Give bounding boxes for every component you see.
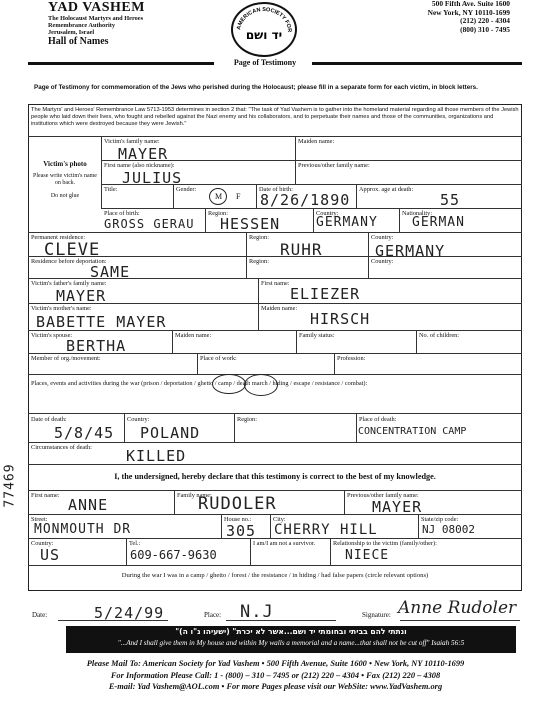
gender-f-option[interactable]: F — [236, 192, 241, 201]
value-age-death[interactable]: 55 — [440, 191, 461, 209]
law-text: The Martyrs' and Heroes' Remembrance Law 5713-1953 determines in section 2 that: "The task of Yad Vashem is to gather into the homeland material regarding all those members of the Jewish people who laid down their lives, who fought and rebelled against the Nazi enemy and his collaborators, and to perpetuate their names and those of the communities, organizations and institutions which were destroyed because they were Jewish." — [31, 107, 519, 128]
label-spouse-maiden: Maiden name: — [175, 332, 212, 339]
value-spouse[interactable]: BERTHA — [66, 337, 127, 355]
org-block — [48, 0, 228, 47]
value-father-first[interactable]: ELIEZER — [290, 285, 361, 303]
value-sub-first[interactable]: ANNE — [68, 496, 109, 514]
footer-line-1: Please Mail To: American Society for Yad Vashem • 500 Fifth Avenue, Suite 1600 • New York, NY 10110-1699 — [86, 659, 465, 668]
address-line-1: 500 Fifth Ave. Suite 1600 — [431, 0, 510, 8]
value-perm-res[interactable]: CLEVE — [44, 240, 101, 260]
org-line-3: Jerusalem, Israel — [48, 29, 95, 36]
war-note: During the war I was in a camp / ghetto / forest / the resistance / in hiding / had false papers (circle relevant options) — [121, 572, 429, 579]
gender-m-option[interactable]: M — [215, 192, 223, 201]
seal-emblem-icon — [233, 4, 295, 55]
label-date: Date: — [32, 611, 48, 619]
address-line-4: (800) 310 - 7495 — [460, 24, 510, 34]
value-date[interactable]: 5/24/99 — [94, 604, 165, 622]
label-signature: Signature: — [362, 611, 391, 619]
intro-text: Page of Testimony for commemoration of the Jews who perished during the Holocaust; please fill in a separate form for each victim, in block letters. — [34, 84, 478, 91]
footer-line-3[interactable]: E-mail: Yad Vashem@AOL.com • For more Pages please visit our WebSite: www.YadVashem.org — [108, 682, 443, 691]
label-res-before: Residence before deportation: — [31, 258, 107, 265]
banner-hebrew: "ונתתי להם בביתי ובחומתי יד ושם...אשר לא יכרת" (ישעיהו נ"ו ה) — [175, 627, 407, 636]
value-state-zip[interactable]: NJ 08002 — [422, 523, 475, 536]
address-block — [370, 0, 510, 34]
value-tel[interactable]: 609-667-9630 — [130, 548, 217, 562]
org-name: YAD VASHEM — [48, 0, 145, 15]
header-rule-left — [28, 62, 214, 65]
value-death-country[interactable]: POLAND — [140, 424, 201, 442]
photo-title: Victim's photo — [43, 160, 87, 168]
label-sub-family: Family name: — [177, 492, 212, 499]
label-street: Street: — [31, 516, 48, 523]
label-death-country: Country: — [127, 416, 150, 423]
value-place[interactable]: N.J — [240, 602, 274, 622]
label-family-status: Family status: — [299, 332, 335, 339]
value-birth-region[interactable]: HESSEN — [220, 215, 281, 233]
value-sub-country[interactable]: US — [40, 546, 61, 564]
value-family-name[interactable]: MAYER — [118, 145, 169, 163]
label-age-death: Approx. age at death: — [359, 186, 414, 193]
label-birth-place: Place of birth: — [104, 210, 140, 217]
label-first-name: First name (also nickname): — [104, 162, 175, 169]
label-res-country: Country: — [371, 258, 394, 265]
side-number: 77469 — [2, 463, 18, 508]
label-survivor[interactable]: I am/I am not a survivor. — [253, 540, 316, 547]
quote-banner — [66, 626, 516, 653]
label-date-death: Date of death: — [31, 416, 67, 423]
label-relationship: Relationship to the victim (family/other): — [333, 540, 437, 547]
label-death-region: Region: — [237, 416, 257, 423]
value-house[interactable]: 305 — [226, 522, 257, 540]
value-nationality[interactable]: GERMAN — [412, 215, 465, 230]
org-line-4: Hall of Names — [48, 36, 109, 47]
org-line-2: Remembrance Authority — [48, 22, 115, 29]
label-children: No. of children: — [419, 332, 460, 339]
label-perm-country: Country: — [371, 234, 394, 241]
value-sub-family[interactable]: RUDOLER — [198, 494, 277, 514]
value-perm-country[interactable]: GERMANY — [375, 242, 446, 260]
seal-text: AMERICAN SOCIETY FOR — [236, 6, 293, 33]
photo-glue: Do not glue — [50, 193, 80, 199]
footer — [0, 658, 551, 693]
value-street[interactable]: MONMOUTH DR — [34, 522, 132, 537]
label-mother-maiden: Maiden name: — [261, 305, 298, 312]
signature[interactable]: Anne Rudoler — [398, 598, 517, 618]
label-title: Title: — [104, 186, 118, 193]
photo-note: Please write victim's name on back. — [33, 173, 97, 186]
value-mother[interactable]: BABETTE MAYER — [36, 313, 167, 331]
label-city: City: — [273, 516, 286, 523]
org-line-1: The Holocaust Martyrs and Heroes — [48, 15, 144, 22]
address-line-3: (212) 220 - 4304 — [460, 16, 510, 25]
label-perm-region: Region: — [249, 234, 269, 241]
label-father: Victim's father's family name: — [31, 280, 107, 287]
value-birth-place[interactable]: GROSS GERAU — [104, 217, 195, 231]
value-date-death[interactable]: 5/8/45 — [54, 424, 115, 442]
page-title: Page of Testimony — [233, 58, 297, 67]
label-war-places: Places, events and activities during the war (prison / deportation / ghetto / camp / death march / hiding / escape / resistance / combat): — [31, 380, 368, 387]
value-circumstances[interactable]: KILLED — [126, 447, 187, 465]
label-state-zip: State/zip code: — [421, 516, 459, 523]
label-birth-country: Country: — [316, 210, 339, 217]
label-mother: Victim's mother's name: — [31, 305, 92, 312]
declaration: I, the undersigned, hereby declare that this testimony is correct to the best of my knowledge. — [114, 472, 436, 481]
value-father[interactable]: MAYER — [56, 287, 107, 305]
camp-circle-2 — [244, 374, 278, 396]
label-org-member: Member of org./movement: — [31, 355, 101, 362]
value-birth-country[interactable]: GERMANY — [316, 215, 378, 230]
label-sub-prev: Previous/other family name: — [347, 492, 419, 499]
value-first-name[interactable]: JULIUS — [122, 169, 183, 187]
label-house: House no.: — [224, 516, 252, 523]
label-sub-first: First name: — [31, 492, 60, 499]
address-line-2: New York, NY 10110-1699 — [427, 7, 510, 17]
value-res-before[interactable]: SAME — [90, 263, 131, 281]
label-birth-region: Region: — [208, 210, 228, 217]
banner-english: "...And I shall give them in My house and within My walls a memorial and a name...that shall not be cut off" Isaiah 56:5 — [117, 639, 465, 647]
camp-circle-1 — [212, 374, 246, 394]
label-gender: Gender: — [176, 186, 197, 193]
label-death-place: Place of death: — [359, 416, 397, 423]
label-family-name: Victim's family name: — [104, 138, 160, 145]
value-mother-maiden[interactable]: HIRSCH — [310, 310, 371, 328]
photo-area[interactable] — [30, 160, 100, 199]
value-perm-region[interactable]: RUHR — [280, 240, 323, 259]
label-place: Place: — [204, 611, 222, 619]
label-nationality: Nationality: — [402, 210, 433, 217]
label-spouse: Victim's spouse: — [31, 332, 73, 339]
header-rule-right — [312, 62, 522, 65]
footer-line-2: For Information Please Call: 1 - (800) – 310 – 7495 or (212) 220 – 4304 • Fax (212) 220 – 4308 — [110, 670, 441, 680]
label-father-first: First name: — [261, 280, 290, 287]
label-prev-family: Previous/other family name: — [298, 162, 370, 169]
value-sub-prev[interactable]: MAYER — [372, 498, 423, 516]
label-tel: Tel.: — [129, 540, 141, 547]
value-relationship[interactable]: NIECE — [345, 548, 390, 563]
label-circumstances: Circumstances of death: — [31, 444, 92, 451]
yad-vashem-seal — [231, 2, 297, 57]
label-perm-res: Permanent residence: — [31, 234, 86, 241]
seal-hebrew: יד ושם — [245, 28, 283, 42]
label-profession: Profession: — [337, 355, 366, 362]
value-city[interactable]: CHERRY HILL — [274, 522, 378, 538]
label-dob: Date of birth: — [259, 186, 293, 193]
gender-m-circle — [209, 188, 227, 205]
label-work-place: Place of work: — [200, 355, 237, 362]
label-sub-country: Country: — [31, 540, 54, 547]
value-death-place[interactable]: CONCENTRATION CAMP — [358, 426, 467, 437]
label-res-region: Region: — [249, 258, 269, 265]
label-maiden-name: Maiden name: — [298, 138, 335, 145]
value-dob[interactable]: 8/26/1890 — [260, 191, 351, 209]
